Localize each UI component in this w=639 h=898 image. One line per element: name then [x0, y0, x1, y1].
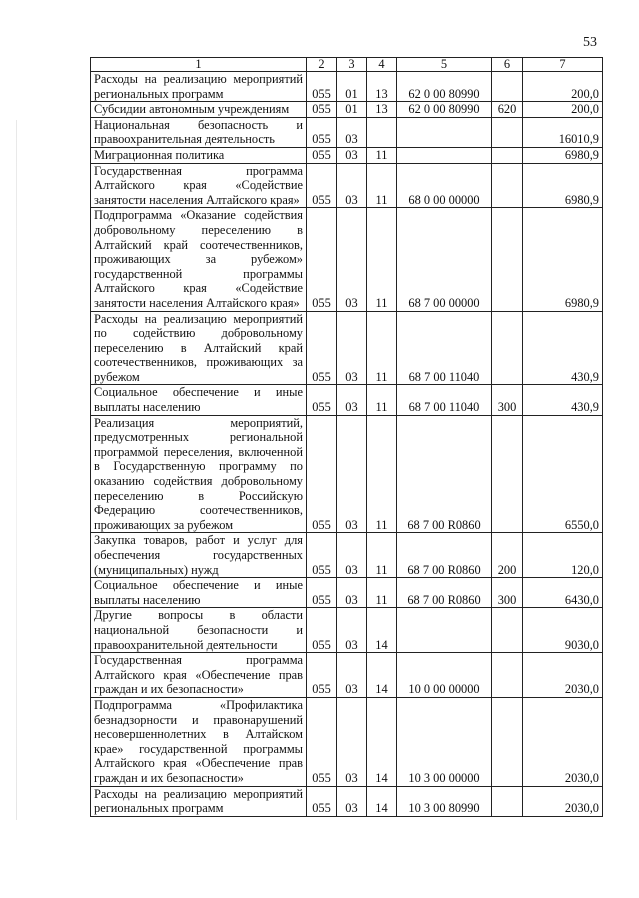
cell-section: 03 — [337, 163, 367, 208]
cell-subsection: 11 — [367, 533, 397, 578]
cell-subsection: 11 — [367, 385, 397, 415]
cell-expense-type — [492, 147, 523, 163]
cell-subsection: 11 — [367, 163, 397, 208]
cell-expense-type: 620 — [492, 102, 523, 118]
header-col-section: 3 — [337, 58, 367, 72]
cell-section: 03 — [337, 147, 367, 163]
cell-target-item: 68 0 00 00000 — [397, 163, 492, 208]
cell-target-item: 68 7 00 R0860 — [397, 578, 492, 608]
cell-section: 03 — [337, 208, 367, 311]
cell-expense-type: 300 — [492, 385, 523, 415]
cell-ministry: 055 — [307, 311, 337, 385]
cell-subsection: 14 — [367, 786, 397, 816]
cell-name: Государственная программа Алтайского края «Содействие занятости населения Алтайского края» — [91, 163, 307, 208]
table-row — [91, 533, 603, 578]
scan-edge-shadow — [16, 120, 17, 820]
header-col-subsection: 4 — [367, 58, 397, 72]
cell-amount: 6980,9 — [523, 208, 603, 311]
cell-name: Миграционная политика — [91, 147, 307, 163]
table-row — [91, 147, 603, 163]
cell-amount: 120,0 — [523, 533, 603, 578]
cell-subsection: 14 — [367, 697, 397, 786]
cell-ministry: 055 — [307, 385, 337, 415]
cell-section: 03 — [337, 697, 367, 786]
cell-ministry: 055 — [307, 102, 337, 118]
table-row — [91, 653, 603, 698]
table-row — [91, 385, 603, 415]
cell-section: 03 — [337, 385, 367, 415]
cell-target-item: 62 0 00 80990 — [397, 102, 492, 118]
cell-target-item: 68 7 00 R0860 — [397, 415, 492, 533]
table-row — [91, 578, 603, 608]
cell-name: Реализация мероприятий, предусмотренных региональной программой переселения, включенной в Государственную программу по оказанию содействия добровольному переселению в Российскую Федерацию соотечественников, проживающих за рубежом — [91, 415, 307, 533]
cell-amount: 430,9 — [523, 385, 603, 415]
cell-expense-type — [492, 208, 523, 311]
cell-subsection — [367, 117, 397, 147]
cell-amount: 2030,0 — [523, 653, 603, 698]
cell-target-item: 68 7 00 11040 — [397, 385, 492, 415]
cell-section: 03 — [337, 415, 367, 533]
page-number: 53 — [583, 35, 597, 50]
table-row — [91, 608, 603, 653]
table-header — [91, 58, 603, 72]
cell-section: 03 — [337, 311, 367, 385]
cell-ministry: 055 — [307, 163, 337, 208]
cell-ministry: 055 — [307, 117, 337, 147]
cell-name: Расходы на реализацию мероприятий региональных программ — [91, 72, 307, 102]
cell-target-item — [397, 147, 492, 163]
cell-expense-type — [492, 653, 523, 698]
table-row — [91, 697, 603, 786]
cell-expense-type — [492, 163, 523, 208]
cell-ministry: 055 — [307, 533, 337, 578]
cell-target-item: 10 3 00 80990 — [397, 786, 492, 816]
cell-expense-type — [492, 697, 523, 786]
cell-section: 03 — [337, 608, 367, 653]
cell-amount: 2030,0 — [523, 786, 603, 816]
cell-section: 01 — [337, 102, 367, 118]
cell-name: Социальное обеспечение и иные выплаты населению — [91, 385, 307, 415]
cell-target-item: 10 3 00 00000 — [397, 697, 492, 786]
table-body — [91, 72, 603, 817]
cell-ministry: 055 — [307, 578, 337, 608]
table-row — [91, 163, 603, 208]
cell-target-item: 62 0 00 80990 — [397, 72, 492, 102]
cell-name: Государственная программа Алтайского края «Обеспечение прав граждан и их безопасности» — [91, 653, 307, 698]
cell-section: 03 — [337, 786, 367, 816]
cell-section: 03 — [337, 578, 367, 608]
cell-subsection: 11 — [367, 578, 397, 608]
header-row — [91, 58, 603, 72]
cell-subsection: 11 — [367, 147, 397, 163]
cell-amount: 430,9 — [523, 311, 603, 385]
cell-ministry: 055 — [307, 72, 337, 102]
cell-name: Социальное обеспечение и иные выплаты населению — [91, 578, 307, 608]
cell-section: 03 — [337, 117, 367, 147]
cell-target-item: 68 7 00 00000 — [397, 208, 492, 311]
cell-ministry: 055 — [307, 208, 337, 311]
cell-subsection: 14 — [367, 653, 397, 698]
cell-amount: 2030,0 — [523, 697, 603, 786]
cell-ministry: 055 — [307, 415, 337, 533]
table-row — [91, 208, 603, 311]
cell-name: Субсидии автономным учреждениям — [91, 102, 307, 118]
budget-table — [90, 57, 603, 817]
cell-target-item — [397, 608, 492, 653]
cell-amount: 9030,0 — [523, 608, 603, 653]
cell-ministry: 055 — [307, 653, 337, 698]
cell-amount: 200,0 — [523, 102, 603, 118]
cell-name: Подпрограмма «Оказание содействия добровольному переселению в Алтайский край соотечественников, проживающих за рубежом» государственной программы Алтайского края «Содействие занятости населения Алтайского края» — [91, 208, 307, 311]
table-row — [91, 72, 603, 102]
cell-name: Расходы на реализацию мероприятий региональных программ — [91, 786, 307, 816]
cell-amount: 16010,9 — [523, 117, 603, 147]
cell-section: 03 — [337, 533, 367, 578]
cell-amount: 6430,0 — [523, 578, 603, 608]
cell-expense-type — [492, 311, 523, 385]
table-row — [91, 415, 603, 533]
cell-amount: 200,0 — [523, 72, 603, 102]
cell-ministry: 055 — [307, 697, 337, 786]
header-col-amount: 7 — [523, 58, 603, 72]
cell-ministry: 055 — [307, 608, 337, 653]
cell-section: 03 — [337, 653, 367, 698]
cell-expense-type — [492, 117, 523, 147]
cell-name: Национальная безопасность и правоохранительная деятельность — [91, 117, 307, 147]
header-col-expense-type: 6 — [492, 58, 523, 72]
cell-subsection: 11 — [367, 311, 397, 385]
cell-target-item: 10 0 00 00000 — [397, 653, 492, 698]
header-col-target-item: 5 — [397, 58, 492, 72]
cell-target-item: 68 7 00 11040 — [397, 311, 492, 385]
table-row — [91, 786, 603, 816]
cell-name: Другие вопросы в области национальной безопасности и правоохранительной деятельности — [91, 608, 307, 653]
cell-subsection: 11 — [367, 208, 397, 311]
cell-expense-type: 300 — [492, 578, 523, 608]
cell-amount: 6550,0 — [523, 415, 603, 533]
cell-name: Расходы на реализацию мероприятий по содействию добровольному переселению в Алтайский край соотечественников, проживающих за рубежом — [91, 311, 307, 385]
cell-name: Подпрограмма «Профилактика безнадзорности и правонарушений несовершеннолетних в Алтайском крае» государственной программы Алтайского края «Обеспечение прав граждан и их безопасности» — [91, 697, 307, 786]
cell-ministry: 055 — [307, 147, 337, 163]
cell-subsection: 11 — [367, 415, 397, 533]
table-row — [91, 117, 603, 147]
cell-subsection: 13 — [367, 72, 397, 102]
cell-amount: 6980,9 — [523, 163, 603, 208]
cell-section: 01 — [337, 72, 367, 102]
cell-expense-type — [492, 608, 523, 653]
cell-amount: 6980,9 — [523, 147, 603, 163]
cell-name: Закупка товаров, работ и услуг для обеспечения государственных (муниципальных) нужд — [91, 533, 307, 578]
header-col-ministry: 2 — [307, 58, 337, 72]
table-row — [91, 102, 603, 118]
cell-ministry: 055 — [307, 786, 337, 816]
cell-expense-type — [492, 415, 523, 533]
cell-expense-type: 200 — [492, 533, 523, 578]
cell-expense-type — [492, 72, 523, 102]
cell-target-item: 68 7 00 R0860 — [397, 533, 492, 578]
cell-expense-type — [492, 786, 523, 816]
cell-subsection: 13 — [367, 102, 397, 118]
table-row — [91, 311, 603, 385]
cell-subsection: 14 — [367, 608, 397, 653]
cell-target-item — [397, 117, 492, 147]
header-col-name: 1 — [91, 58, 307, 72]
